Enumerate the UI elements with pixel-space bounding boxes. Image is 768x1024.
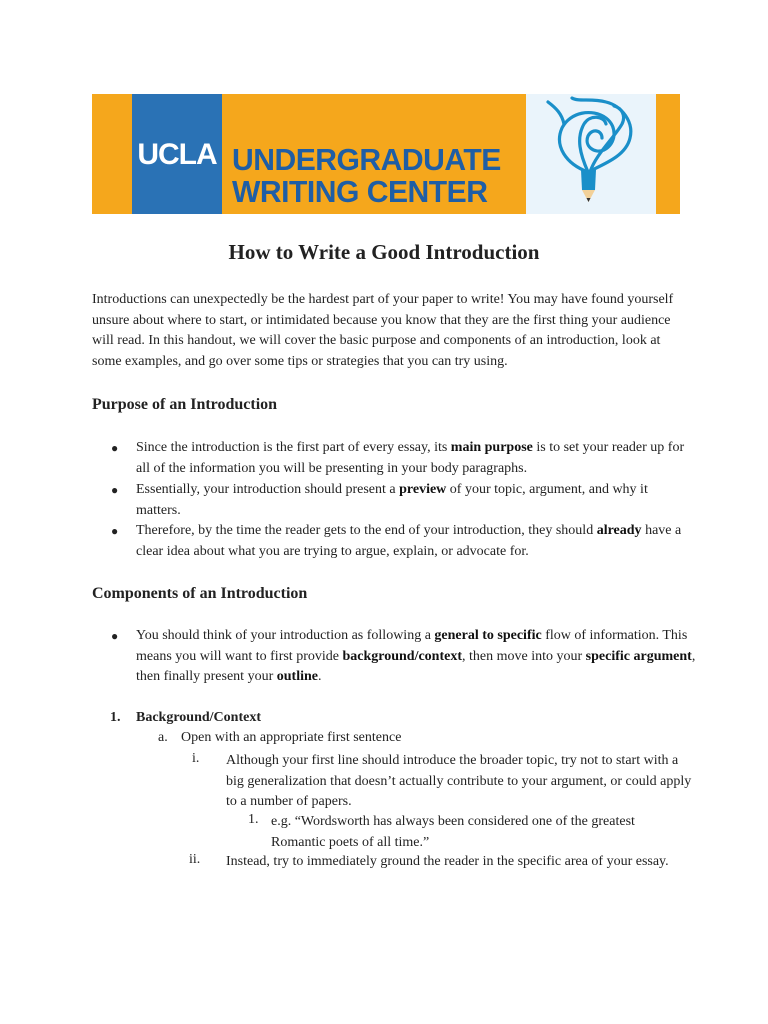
outline-item-i: Although your first line should introduce the broader topic, try not to start with a big generalization that doesn’t actually contribute to your argument, or could apply to a number of papers. xyxy=(226,753,692,809)
outline-example: e.g. “Wordsworth has always been considered one of the greatest Romantic poets of all time.” xyxy=(271,814,635,850)
outline-background-context: Background/Context xyxy=(136,710,261,725)
outline-number-1: 1. xyxy=(110,710,121,725)
bullet-icon: ● xyxy=(111,483,119,497)
list-item: ● Essentially, your introduction should present a preview of your topic, argument, and why it matters. xyxy=(111,482,648,518)
outline-mark-example: 1. xyxy=(248,812,259,827)
banner-line-undergraduate: UNDERGRADUATE xyxy=(232,142,501,177)
ucla-logo-box xyxy=(132,94,222,214)
page-title: How to Write a Good Introduction xyxy=(228,240,540,264)
ucla-logo-text: UCLA xyxy=(137,138,217,171)
list-item: ● Since the introduction is the first part of every essay, its main purpose is to set your reader up for all of the information you will be presenting in your body paragraphs. xyxy=(111,440,685,476)
outline-mark-a: a. xyxy=(158,730,168,745)
list-item: ● Therefore, by the time the reader gets to the end of your introduction, they should already have a clear idea about what you are trying to argue, explain, or advocate for. xyxy=(111,523,682,559)
outline-item-ii: Instead, try to immediately ground the reader in the specific area of your essay. xyxy=(226,854,669,869)
intro-paragraph: Introductions can unexpectedly be the hardest part of your paper to write! You may have found yourself unsure about where to start, or intimidated because you know that they are the first thing your audience will read. In this handout, we will cover the basic purpose and components of an introduction, look at some examples, and go over some tips or strategies that you can try using. xyxy=(92,292,674,369)
bullet-icon: ● xyxy=(111,441,119,455)
outline-mark-ii: ii. xyxy=(189,852,201,867)
banner-line-writing-center: WRITING CENTER xyxy=(232,174,488,209)
components-heading: Components of an Introduction xyxy=(92,585,308,602)
outline-mark-i: i. xyxy=(192,751,200,766)
bullet-icon: ● xyxy=(111,524,119,538)
outline-item-a: Open with an appropriate first sentence xyxy=(181,730,402,745)
list-item: ● You should think of your introduction as following a general to specific flow of information. This means you will want to first provide background/context, then move into your specific argument, then finally present your outline. xyxy=(111,628,696,684)
bullet-icon: ● xyxy=(111,629,119,643)
pencil-scribble-icon xyxy=(526,94,656,214)
purpose-heading: Purpose of an Introduction xyxy=(92,396,278,413)
ucla-writing-center-banner xyxy=(92,94,680,214)
